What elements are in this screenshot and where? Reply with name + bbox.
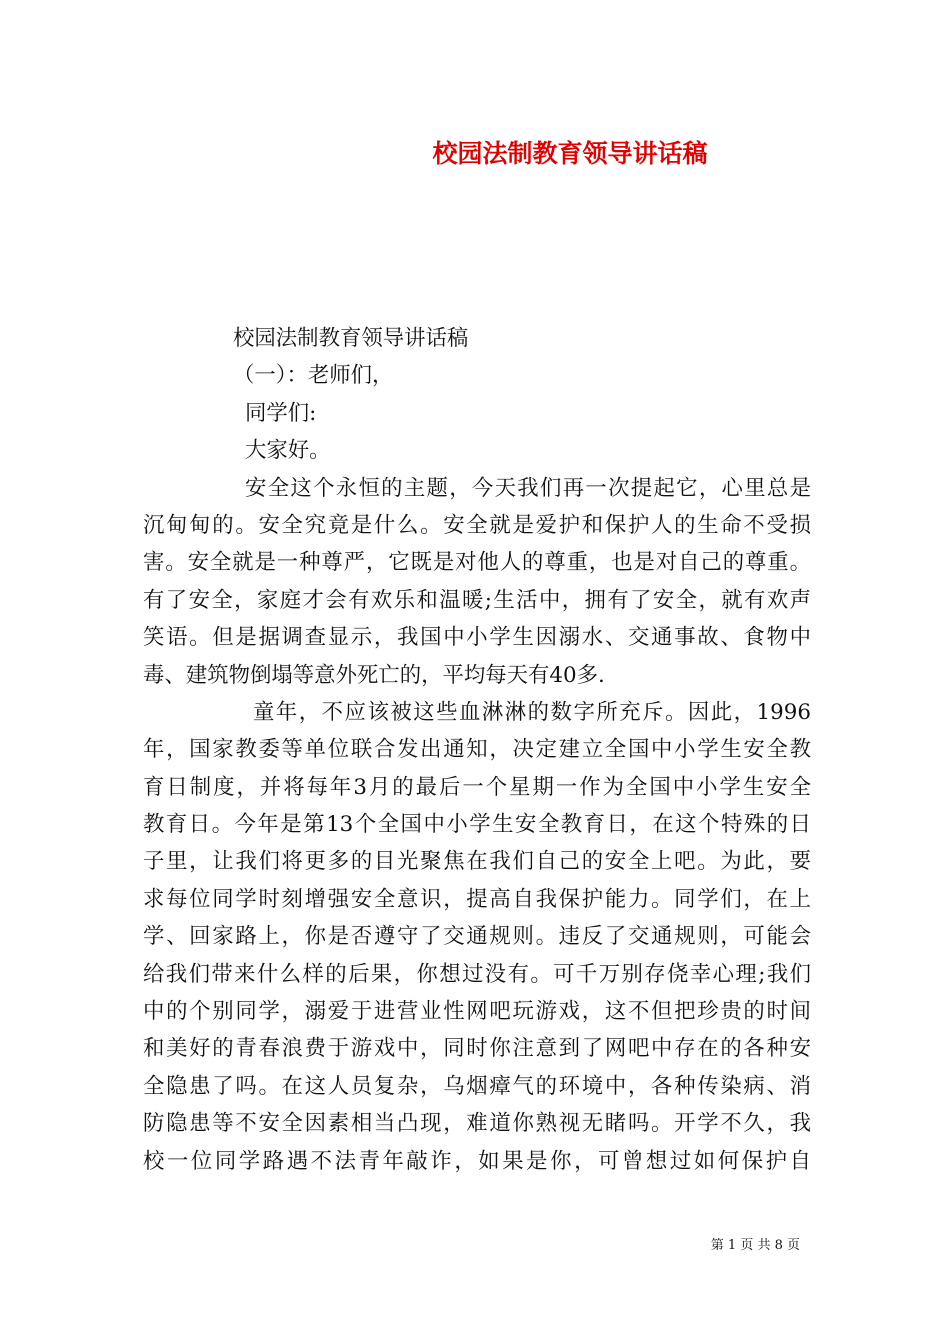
- paragraph-line: 子里，让我们将更多的目光聚焦在我们自己的安全上吧。为此，要: [143, 849, 811, 875]
- page-number: 第 1 页 共 8 页: [710, 1238, 800, 1253]
- paragraph-line: 沉甸甸的。安全究竟是什么。安全就是爱护和保护人的生命不受损: [143, 512, 811, 538]
- body-heading: 校园法制教育领导讲话稿: [233, 326, 469, 351]
- paragraph-line: 有了安全，家庭才会有欢乐和温暖;生活中，拥有了安全，就有欢声: [143, 587, 811, 613]
- paragraph-line: 中的个别同学，溺爱于进营业性网吧玩游戏，这不但把珍贵的时间: [143, 999, 811, 1025]
- paragraph-line: 求每位同学时刻增强安全意识，提高自我保护能力。同学们，在上: [143, 886, 811, 912]
- greeting-line: 同学们:: [245, 400, 317, 426]
- document-body: [143, 320, 811, 1180]
- greeting-line: （一）：老师们，: [233, 363, 394, 389]
- paragraph-line: 育日制度，并将每年3月的最后一个星期一作为全国中小学生安全: [143, 774, 811, 800]
- paragraph-line: 教育日。今年是第13个全国中小学生安全教育日，在这个特殊的日: [143, 812, 811, 838]
- paragraph-line: 给我们带来什么样的后果，你想过没有。可千万别存侥幸心理;我们: [143, 961, 811, 987]
- paragraph-line: 毒、建筑物倒塌等意外死亡的，平均每天有40多.: [143, 662, 605, 688]
- document-title: 校园法制教育领导讲话稿: [432, 139, 708, 168]
- greeting-line: 大家好。: [245, 438, 331, 464]
- paragraph-line: 童年，不应该被这些血淋淋的数字所充斥。因此，1996: [253, 699, 811, 725]
- paragraph-line: 防隐患等不安全因素相当凸现，难道你熟视无睹吗。开学不久，我: [143, 1111, 811, 1137]
- paragraph-line: 害。安全就是一种尊严，它既是对他人的尊重，也是对自己的尊重。: [143, 550, 811, 576]
- paragraph-line: 全隐患了吗。在这人员复杂，乌烟瘴气的环境中，各种传染病、消: [143, 1073, 811, 1099]
- paragraph-line: 和美好的青春浪费于游戏中，同时你注意到了网吧中存在的各种安: [143, 1036, 811, 1062]
- paragraph-line: 学、回家路上，你是否遵守了交通规则。违反了交通规则，可能会: [143, 924, 811, 950]
- paragraph-line: 安全这个永恒的主题，今天我们再一次提起它，心里总是: [245, 475, 811, 501]
- paragraph-line: 校一位同学路遇不法青年敲诈，如果是你，可曾想过如何保护自: [143, 1148, 811, 1174]
- paragraph-line: 年，国家教委等单位联合发出通知，决定建立全国中小学生安全教: [143, 737, 811, 763]
- paragraph-line: 笑语。但是据调查显示，我国中小学生因溺水、交通事故、食物中: [143, 625, 811, 651]
